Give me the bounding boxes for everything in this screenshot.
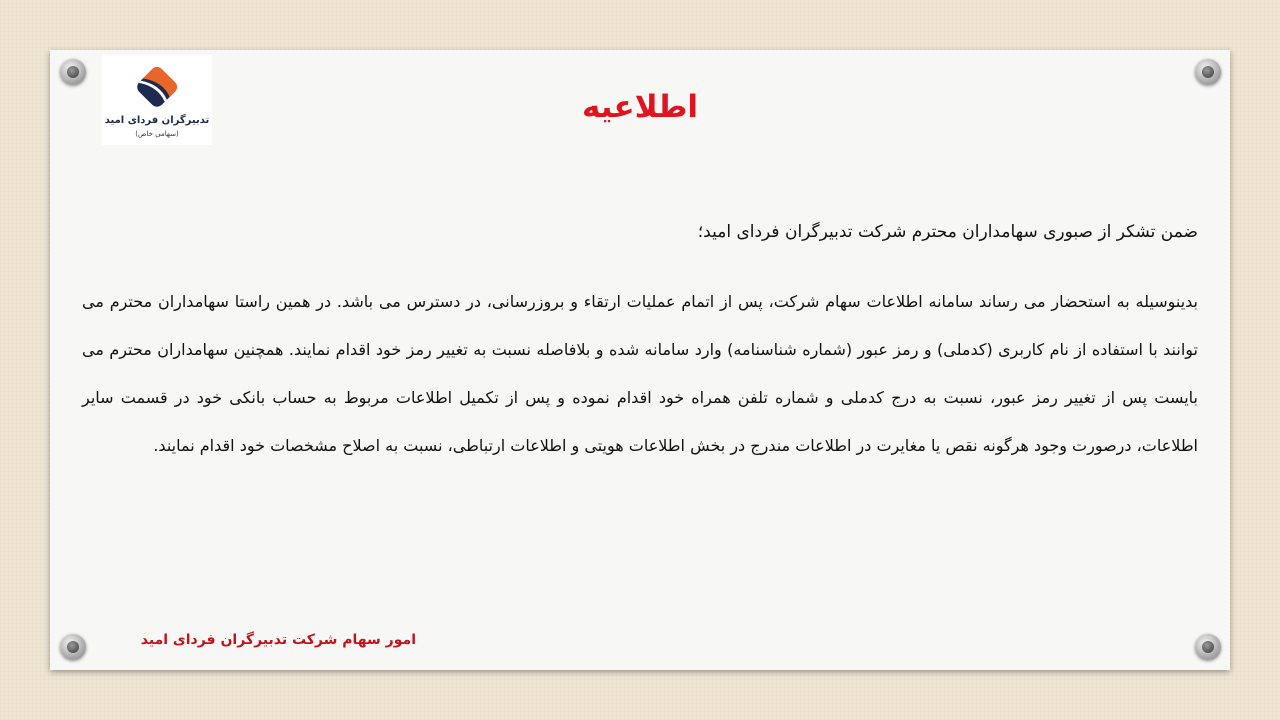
company-logo-icon (131, 61, 183, 113)
notice-signature: امور سهام شرکت تدبیرگران فردای امید (140, 632, 416, 648)
pin-top-left-icon (60, 59, 86, 85)
logo-company-name: تدبیرگران فردای امید (104, 115, 210, 126)
notice-body: بدینوسیله به استحضار می رساند سامانه اطلاعات سهام شرکت، پس از اتمام عملیات ارتقاء و بروزرسانی، در دسترس می باشد. در همین راستا سهامداران محترم می توانند با استفاده از نام کاربری (کدملی) و رمز عبور (شماره شناسنامه) وارد سامانه شده و بلافاصله نسبت به تغییر رمز خود اقدام نمایند. همچنین سهامداران محترم می بایست پس از تغییر رمز عبور، نسبت به درج کدملی و شماره تلفن همراه خود اقدام نموده و پس از تکمیل اطلاعات مربوط به حساب بانکی خود در قسمت سایر اطلاعات، درصورت وجود هرگونه نقص یا مغایرت در اطلاعات مندرج در بخش اطلاعات هویتی و اطلاعات ارتباطی، نسبت به اصلاح مشخصات خود اقدام نمایند. (82, 292, 1198, 455)
pin-bottom-right-icon (1195, 634, 1221, 660)
company-logo (102, 55, 212, 145)
notice-title: اطلاعیه (582, 89, 698, 125)
pin-top-right-icon (1195, 59, 1221, 85)
pin-bottom-left-icon (60, 634, 86, 660)
notice-greeting: ضمن تشکر از صبوری سهامداران محترم شرکت تدبیرگران فردای امید؛ (697, 222, 1198, 242)
logo-company-type: (سهامی خاص) (135, 130, 179, 138)
